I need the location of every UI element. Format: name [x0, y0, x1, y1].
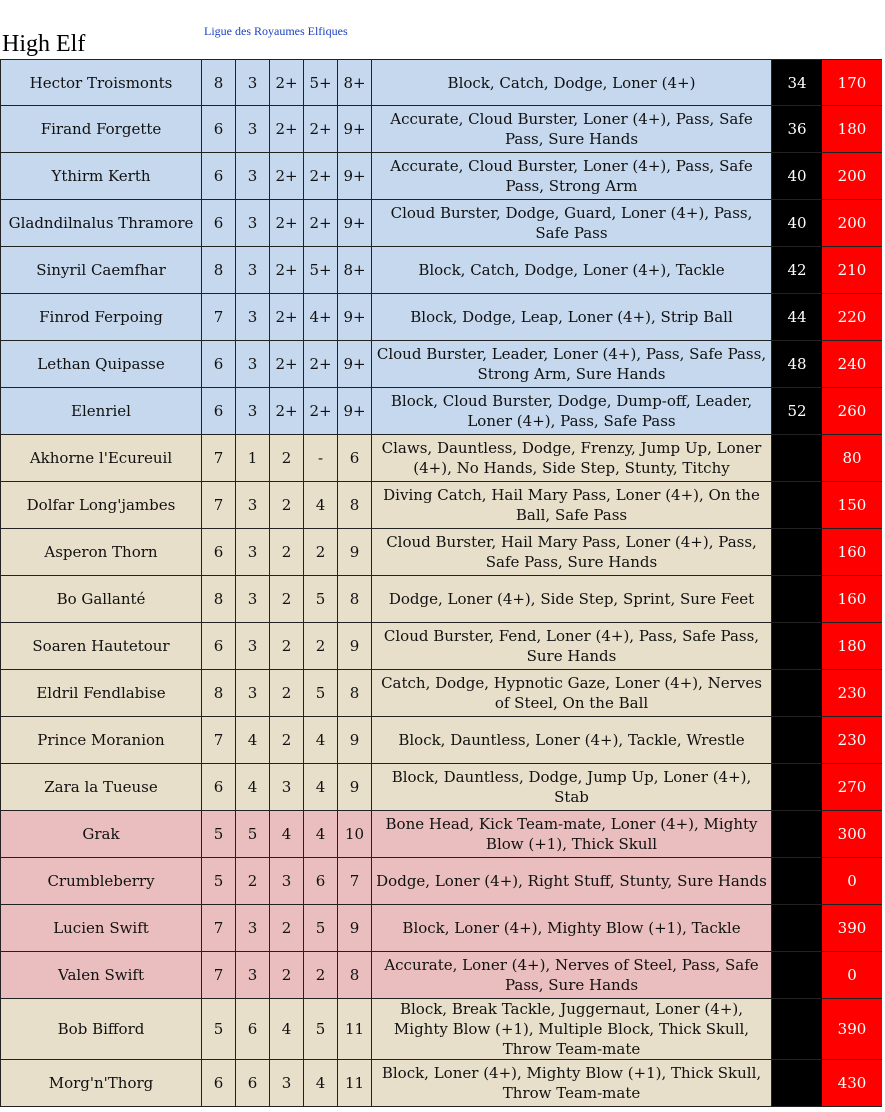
stat-st-cell: 3	[236, 60, 270, 105]
stat-ma-cell: 7	[202, 905, 236, 951]
stat-pa-cell: 4+	[304, 294, 338, 340]
table-row	[0, 106, 882, 153]
skills-cell: Block, Catch, Dodge, Loner (4+)	[372, 60, 772, 105]
player-name-cell: Hector Troismonts	[0, 60, 202, 105]
table-row	[0, 59, 882, 106]
stat-pa-cell: 4	[304, 1060, 338, 1106]
id-cell: 36	[772, 106, 822, 152]
stat-pa-cell: 2	[304, 952, 338, 998]
cost-cell: 0	[822, 858, 882, 904]
stat-av-cell: 9+	[338, 153, 372, 199]
stat-av-cell: 6	[338, 435, 372, 481]
id-cell	[772, 717, 822, 763]
stat-st-cell: 3	[236, 153, 270, 199]
id-cell	[772, 623, 822, 669]
stat-av-cell: 8	[338, 576, 372, 622]
stat-pa-cell: 5+	[304, 60, 338, 105]
id-cell: 42	[772, 247, 822, 293]
stat-av-cell: 11	[338, 1060, 372, 1106]
stat-ma-cell: 8	[202, 576, 236, 622]
stat-av-cell: 8+	[338, 247, 372, 293]
table-row	[0, 294, 882, 341]
stat-ag-cell: 2+	[270, 153, 304, 199]
cost-cell: 0	[822, 952, 882, 998]
skills-cell: Block, Break Tackle, Juggernaut, Loner (4+), Mighty Blow (+1), Multiple Block, Thick Skull, Throw Team-mate	[372, 999, 772, 1059]
stat-av-cell: 7	[338, 858, 372, 904]
player-name-cell: Asperon Thorn	[0, 529, 202, 575]
player-name-cell: Grak	[0, 811, 202, 857]
stat-av-cell: 8	[338, 670, 372, 716]
stat-ma-cell: 5	[202, 858, 236, 904]
stat-st-cell: 3	[236, 247, 270, 293]
stat-ag-cell: 2	[270, 482, 304, 528]
stat-pa-cell: 2	[304, 623, 338, 669]
id-cell	[772, 435, 822, 481]
cost-cell: 180	[822, 623, 882, 669]
id-cell	[772, 811, 822, 857]
id-cell	[772, 858, 822, 904]
stat-ag-cell: 2+	[270, 294, 304, 340]
id-cell	[772, 999, 822, 1059]
stat-st-cell: 6	[236, 1060, 270, 1106]
stat-pa-cell: 5	[304, 670, 338, 716]
stat-ma-cell: 5	[202, 811, 236, 857]
player-name-cell: Elenriel	[0, 388, 202, 434]
id-cell: 52	[772, 388, 822, 434]
cost-cell: 230	[822, 670, 882, 716]
stat-ag-cell: 2+	[270, 388, 304, 434]
skills-cell: Block, Loner (4+), Mighty Blow (+1), Thick Skull, Throw Team-mate	[372, 1060, 772, 1106]
cost-cell: 220	[822, 294, 882, 340]
stat-ma-cell: 8	[202, 670, 236, 716]
player-name-cell: Eldril Fendlabise	[0, 670, 202, 716]
table-row	[0, 247, 882, 294]
player-name-cell: Firand Forgette	[0, 106, 202, 152]
id-cell: 40	[772, 200, 822, 246]
id-cell	[772, 670, 822, 716]
stat-ma-cell: 6	[202, 529, 236, 575]
stat-st-cell: 2	[236, 858, 270, 904]
cost-cell: 180	[822, 106, 882, 152]
stat-pa-cell: 2+	[304, 106, 338, 152]
cost-cell: 270	[822, 764, 882, 810]
skills-cell: Block, Dauntless, Loner (4+), Tackle, Wrestle	[372, 717, 772, 763]
stat-pa-cell: 5	[304, 999, 338, 1059]
stat-av-cell: 9+	[338, 106, 372, 152]
stat-ma-cell: 8	[202, 247, 236, 293]
stat-st-cell: 3	[236, 388, 270, 434]
skills-cell: Block, Dodge, Leap, Loner (4+), Strip Ball	[372, 294, 772, 340]
stat-pa-cell: 6	[304, 858, 338, 904]
stat-av-cell: 8	[338, 482, 372, 528]
table-row	[0, 811, 882, 858]
player-name-cell: Soaren Hautetour	[0, 623, 202, 669]
table-row	[0, 341, 882, 388]
stat-pa-cell: 5	[304, 576, 338, 622]
stat-ag-cell: 2+	[270, 341, 304, 387]
table-row	[0, 153, 882, 200]
table-row	[0, 999, 882, 1060]
stat-st-cell: 3	[236, 576, 270, 622]
table-row	[0, 482, 882, 529]
stat-ag-cell: 3	[270, 1060, 304, 1106]
cost-cell: 170	[822, 60, 882, 105]
table-row	[0, 952, 882, 999]
stat-ma-cell: 6	[202, 388, 236, 434]
id-cell	[772, 952, 822, 998]
stat-pa-cell: 4	[304, 811, 338, 857]
stat-ag-cell: 2+	[270, 106, 304, 152]
skills-cell: Block, Catch, Dodge, Loner (4+), Tackle	[372, 247, 772, 293]
cost-cell: 80	[822, 435, 882, 481]
stat-st-cell: 3	[236, 200, 270, 246]
stat-ag-cell: 4	[270, 999, 304, 1059]
player-name-cell: Gladndilnalus Thramore	[0, 200, 202, 246]
cost-cell: 230	[822, 717, 882, 763]
cost-cell: 390	[822, 999, 882, 1059]
table-row	[0, 388, 882, 435]
stat-ag-cell: 2+	[270, 247, 304, 293]
stat-st-cell: 1	[236, 435, 270, 481]
player-name-cell: Ythirm Kerth	[0, 153, 202, 199]
skills-cell: Accurate, Cloud Burster, Loner (4+), Pass, Safe Pass, Sure Hands	[372, 106, 772, 152]
stat-pa-cell: 2+	[304, 153, 338, 199]
player-name-cell: Dolfar Long'jambes	[0, 482, 202, 528]
stat-ma-cell: 6	[202, 341, 236, 387]
stat-st-cell: 6	[236, 999, 270, 1059]
player-name-cell: Akhorne l'Ecureuil	[0, 435, 202, 481]
cost-cell: 160	[822, 529, 882, 575]
stat-ma-cell: 6	[202, 200, 236, 246]
cost-cell: 390	[822, 905, 882, 951]
stat-ma-cell: 5	[202, 999, 236, 1059]
stat-st-cell: 3	[236, 341, 270, 387]
player-name-cell: Morg'n'Thorg	[0, 1060, 202, 1106]
stat-ag-cell: 2	[270, 576, 304, 622]
stat-ag-cell: 3	[270, 858, 304, 904]
stat-st-cell: 4	[236, 764, 270, 810]
stat-pa-cell: -	[304, 435, 338, 481]
stat-st-cell: 4	[236, 717, 270, 763]
id-cell: 40	[772, 153, 822, 199]
stat-av-cell: 9	[338, 623, 372, 669]
stat-ma-cell: 6	[202, 153, 236, 199]
stat-pa-cell: 2	[304, 529, 338, 575]
stat-st-cell: 3	[236, 294, 270, 340]
stat-av-cell: 9+	[338, 200, 372, 246]
stat-pa-cell: 5	[304, 905, 338, 951]
stat-ma-cell: 6	[202, 623, 236, 669]
cost-cell: 240	[822, 341, 882, 387]
stat-st-cell: 5	[236, 811, 270, 857]
skills-cell: Dodge, Loner (4+), Right Stuff, Stunty, Sure Hands	[372, 858, 772, 904]
stat-st-cell: 3	[236, 529, 270, 575]
table-row	[0, 623, 882, 670]
player-name-cell: Crumbleberry	[0, 858, 202, 904]
stat-ag-cell: 3	[270, 764, 304, 810]
cost-cell: 300	[822, 811, 882, 857]
id-cell	[772, 576, 822, 622]
stat-pa-cell: 4	[304, 717, 338, 763]
id-cell	[772, 905, 822, 951]
skills-cell: Cloud Burster, Leader, Loner (4+), Pass, Safe Pass, Strong Arm, Sure Hands	[372, 341, 772, 387]
stat-ma-cell: 6	[202, 106, 236, 152]
stat-ag-cell: 2+	[270, 60, 304, 105]
skills-cell: Catch, Dodge, Hypnotic Gaze, Loner (4+), Nerves of Steel, On the Ball	[372, 670, 772, 716]
league-subtitle: Ligue des Royaumes Elfiques	[204, 24, 348, 38]
stat-ma-cell: 6	[202, 764, 236, 810]
stat-pa-cell: 5+	[304, 247, 338, 293]
table-row	[0, 1060, 882, 1107]
stat-av-cell: 9+	[338, 388, 372, 434]
stat-av-cell: 8	[338, 952, 372, 998]
stat-st-cell: 3	[236, 623, 270, 669]
stat-av-cell: 9+	[338, 294, 372, 340]
stat-av-cell: 9	[338, 529, 372, 575]
page-title: High Elf	[2, 31, 86, 57]
stat-pa-cell: 2+	[304, 341, 338, 387]
stat-pa-cell: 2+	[304, 200, 338, 246]
stat-av-cell: 11	[338, 999, 372, 1059]
table-row	[0, 717, 882, 764]
stat-ma-cell: 7	[202, 952, 236, 998]
stat-st-cell: 3	[236, 106, 270, 152]
id-cell	[772, 482, 822, 528]
id-cell	[772, 764, 822, 810]
star-player-table	[0, 59, 882, 1107]
cost-cell: 160	[822, 576, 882, 622]
skills-cell: Bone Head, Kick Team-mate, Loner (4+), Mighty Blow (+1), Thick Skull	[372, 811, 772, 857]
stat-av-cell: 10	[338, 811, 372, 857]
id-cell: 34	[772, 60, 822, 105]
skills-cell: Cloud Burster, Fend, Loner (4+), Pass, Safe Pass, Sure Hands	[372, 623, 772, 669]
skills-cell: Block, Dauntless, Dodge, Jump Up, Loner (4+), Stab	[372, 764, 772, 810]
player-name-cell: Prince Moranion	[0, 717, 202, 763]
table-row	[0, 529, 882, 576]
skills-cell: Accurate, Loner (4+), Nerves of Steel, Pass, Safe Pass, Sure Hands	[372, 952, 772, 998]
cost-cell: 210	[822, 247, 882, 293]
stat-ag-cell: 2	[270, 623, 304, 669]
stat-ma-cell: 7	[202, 717, 236, 763]
stat-st-cell: 3	[236, 905, 270, 951]
stat-ag-cell: 2	[270, 905, 304, 951]
stat-av-cell: 9	[338, 764, 372, 810]
table-row	[0, 858, 882, 905]
stat-ma-cell: 8	[202, 60, 236, 105]
skills-cell: Claws, Dauntless, Dodge, Frenzy, Jump Up, Loner (4+), No Hands, Side Step, Stunty, Titchy	[372, 435, 772, 481]
cost-cell: 260	[822, 388, 882, 434]
table-row	[0, 435, 882, 482]
skills-cell: Cloud Burster, Dodge, Guard, Loner (4+), Pass, Safe Pass	[372, 200, 772, 246]
stat-ag-cell: 2+	[270, 200, 304, 246]
skills-cell: Block, Loner (4+), Mighty Blow (+1), Tackle	[372, 905, 772, 951]
player-name-cell: Zara la Tueuse	[0, 764, 202, 810]
cost-cell: 150	[822, 482, 882, 528]
stat-av-cell: 9+	[338, 341, 372, 387]
stat-pa-cell: 4	[304, 764, 338, 810]
stat-ag-cell: 2	[270, 670, 304, 716]
cost-cell: 200	[822, 200, 882, 246]
cost-cell: 200	[822, 153, 882, 199]
id-cell	[772, 529, 822, 575]
stat-ma-cell: 7	[202, 435, 236, 481]
stat-ma-cell: 7	[202, 482, 236, 528]
stat-ag-cell: 4	[270, 811, 304, 857]
stat-ma-cell: 7	[202, 294, 236, 340]
stat-ag-cell: 2	[270, 529, 304, 575]
player-name-cell: Bo Gallanté	[0, 576, 202, 622]
table-row	[0, 764, 882, 811]
stat-pa-cell: 4	[304, 482, 338, 528]
stat-st-cell: 3	[236, 670, 270, 716]
stat-ag-cell: 2	[270, 717, 304, 763]
player-name-cell: Lucien Swift	[0, 905, 202, 951]
player-name-cell: Valen Swift	[0, 952, 202, 998]
stat-ag-cell: 2	[270, 952, 304, 998]
id-cell	[772, 1060, 822, 1106]
stat-ag-cell: 2	[270, 435, 304, 481]
skills-cell: Diving Catch, Hail Mary Pass, Loner (4+), On the Ball, Safe Pass	[372, 482, 772, 528]
skills-cell: Block, Cloud Burster, Dodge, Dump-off, Leader, Loner (4+), Pass, Safe Pass	[372, 388, 772, 434]
skills-cell: Accurate, Cloud Burster, Loner (4+), Pass, Safe Pass, Strong Arm	[372, 153, 772, 199]
player-name-cell: Bob Bifford	[0, 999, 202, 1059]
skills-cell: Cloud Burster, Hail Mary Pass, Loner (4+), Pass, Safe Pass, Sure Hands	[372, 529, 772, 575]
id-cell: 44	[772, 294, 822, 340]
skills-cell: Dodge, Loner (4+), Side Step, Sprint, Sure Feet	[372, 576, 772, 622]
stat-av-cell: 9	[338, 905, 372, 951]
table-row	[0, 576, 882, 623]
player-name-cell: Finrod Ferpoing	[0, 294, 202, 340]
table-row	[0, 200, 882, 247]
stat-pa-cell: 2+	[304, 388, 338, 434]
stat-av-cell: 8+	[338, 60, 372, 105]
table-row	[0, 670, 882, 717]
stat-ma-cell: 6	[202, 1060, 236, 1106]
id-cell: 48	[772, 341, 822, 387]
table-row	[0, 905, 882, 952]
player-name-cell: Lethan Quipasse	[0, 341, 202, 387]
stat-st-cell: 3	[236, 482, 270, 528]
player-name-cell: Sinyril Caemfhar	[0, 247, 202, 293]
cost-cell: 430	[822, 1060, 882, 1106]
stat-st-cell: 3	[236, 952, 270, 998]
stat-av-cell: 9	[338, 717, 372, 763]
